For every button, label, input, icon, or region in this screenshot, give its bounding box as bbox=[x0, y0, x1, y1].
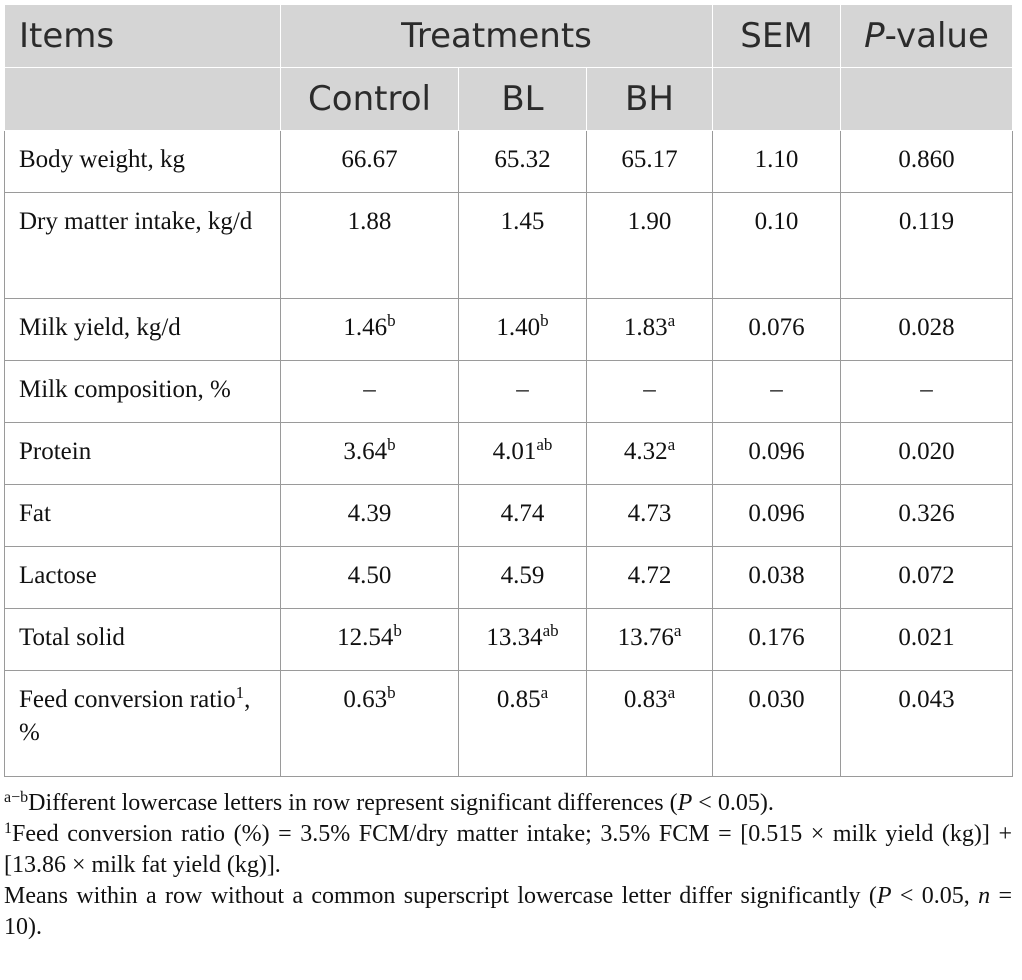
cell-bh: 0.83$^a$ bbox=[587, 671, 713, 777]
header-control: Control bbox=[281, 68, 459, 131]
cell-p: – bbox=[841, 361, 1013, 423]
cell-bl: – bbox=[459, 361, 587, 423]
row-label: Milk yield, kg/d bbox=[5, 299, 281, 361]
row-label: Feed conversion ratio$^1$, % bbox=[5, 671, 281, 777]
table-row bbox=[5, 609, 1013, 671]
header-row-2 bbox=[5, 68, 1013, 131]
cell-p: 0.020 bbox=[841, 423, 1013, 485]
cell-bl: 1.45 bbox=[459, 193, 587, 299]
cell-sem: 0.176 bbox=[713, 609, 841, 671]
header-items: Items bbox=[5, 5, 281, 68]
cell-sem: – bbox=[713, 361, 841, 423]
cell-bl: 4.01$^{ab}$ bbox=[459, 423, 587, 485]
footnote-significance: $^{a-b}$Different lowercase letters in row represent significant differences (P < 0.05). bbox=[4, 789, 774, 816]
cell-bh: 1.83$^a$ bbox=[587, 299, 713, 361]
header-p-rest: -value bbox=[884, 16, 989, 56]
cell-bh: – bbox=[587, 361, 713, 423]
cell-bl: 0.85$^a$ bbox=[459, 671, 587, 777]
cell-bh: 4.72 bbox=[587, 547, 713, 609]
cell-p: 0.072 bbox=[841, 547, 1013, 609]
cell-sem: 1.10 bbox=[713, 131, 841, 193]
header-row-1 bbox=[5, 5, 1013, 68]
cell-bh: 4.73 bbox=[587, 485, 713, 547]
row-label: Total solid bbox=[5, 609, 281, 671]
cell-control: 4.50 bbox=[281, 547, 459, 609]
cell-control: 4.39 bbox=[281, 485, 459, 547]
cell-bl: 65.32 bbox=[459, 131, 587, 193]
footnote-feed-conversion: $^1$Feed conversion ratio (%) = 3.5% FCM/dry matter intake; 3.5% FCM = [0.515 × milk yield (kg)] + [13.86 × milk fat yield (kg)]. bbox=[4, 820, 1012, 878]
table-row bbox=[5, 193, 1013, 299]
cell-control: 3.64$^b$ bbox=[281, 423, 459, 485]
table-row bbox=[5, 671, 1013, 777]
cell-sem: 0.038 bbox=[713, 547, 841, 609]
cell-bl: 4.74 bbox=[459, 485, 587, 547]
row-label: Milk composition, % bbox=[5, 361, 281, 423]
row-label: Protein bbox=[5, 423, 281, 485]
table-row bbox=[5, 131, 1013, 193]
table-row bbox=[5, 361, 1013, 423]
header-p-value bbox=[841, 5, 1013, 68]
cell-bl: 4.59 bbox=[459, 547, 587, 609]
cell-bh: 4.32$^a$ bbox=[587, 423, 713, 485]
header-empty-2 bbox=[713, 68, 841, 131]
cell-bh: 13.76$^a$ bbox=[587, 609, 713, 671]
cell-control: – bbox=[281, 361, 459, 423]
cell-control: 1.46$^b$ bbox=[281, 299, 459, 361]
cell-p: 0.021 bbox=[841, 609, 1013, 671]
cell-control: 12.54$^b$ bbox=[281, 609, 459, 671]
cell-sem: 0.096 bbox=[713, 485, 841, 547]
cell-bh: 65.17 bbox=[587, 131, 713, 193]
cell-sem: 0.10 bbox=[713, 193, 841, 299]
header-empty-1 bbox=[5, 68, 281, 131]
table-footnotes bbox=[4, 788, 1012, 943]
cell-p: 0.860 bbox=[841, 131, 1013, 193]
cell-p: 0.028 bbox=[841, 299, 1013, 361]
header-sem: SEM bbox=[713, 5, 841, 68]
cell-control: 1.88 bbox=[281, 193, 459, 299]
cell-sem: 0.096 bbox=[713, 423, 841, 485]
cell-p: 0.119 bbox=[841, 193, 1013, 299]
row-label: Body weight, kg bbox=[5, 131, 281, 193]
footnote-means: Means within a row without a common superscript lowercase letter differ significantly (P < 0.05, n = 10). bbox=[4, 883, 1012, 940]
header-p-italic: P bbox=[864, 16, 885, 56]
cell-bl: 13.34$^{ab}$ bbox=[459, 609, 587, 671]
cell-control: 0.63$^b$ bbox=[281, 671, 459, 777]
row-label: Lactose bbox=[5, 547, 281, 609]
header-bl: BL bbox=[459, 68, 587, 131]
results-table-wrapper bbox=[4, 4, 1016, 777]
cell-p: 0.326 bbox=[841, 485, 1013, 547]
row-label: Fat bbox=[5, 485, 281, 547]
cell-bl: 1.40$^b$ bbox=[459, 299, 587, 361]
table-row bbox=[5, 299, 1013, 361]
cell-sem: 0.030 bbox=[713, 671, 841, 777]
header-bh: BH bbox=[587, 68, 713, 131]
cell-control: 66.67 bbox=[281, 131, 459, 193]
table-row bbox=[5, 547, 1013, 609]
row-label: Dry matter intake, kg/d bbox=[5, 193, 281, 299]
table-row bbox=[5, 423, 1013, 485]
header-treatments: Treatments bbox=[281, 5, 713, 68]
cell-bh: 1.90 bbox=[587, 193, 713, 299]
table-row bbox=[5, 485, 1013, 547]
header-empty-3 bbox=[841, 68, 1013, 131]
cell-sem: 0.076 bbox=[713, 299, 841, 361]
cell-p: 0.043 bbox=[841, 671, 1013, 777]
results-table bbox=[4, 4, 1013, 777]
